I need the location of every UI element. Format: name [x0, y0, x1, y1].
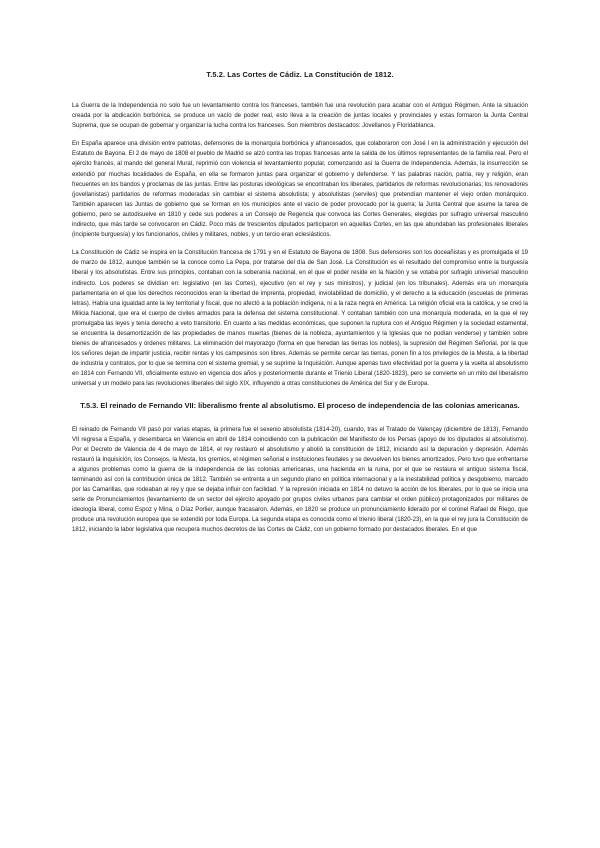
paragraph: La Constitución de Cádiz se inspira en la Constitución francesa de 1791 y en el Estatuto de Bayona de 1808. Sus defensores son los doceañistas y es promulgada el 19 de marzo de 1812, aunque también se la conoce como La Pepa, por tratarse del día de San José. La Constitución es el resultado del compromiso entre la burguesía liberal y los absolutistas. Entre sus principios, contaban con la soberanía nacional, en el que el poder reside en la Nación y se votaba por sufragio universal masculino indirecto. Los poderes se dividían en: legislativo (en las Cortes), ejecutivo (en el rey y sus ministros), y judicial (en los tribunales). Además era un monarquía parlamentaria en el que los derechos reconocidos eran la libertad de imprenta, propiedad, inviolabilidad de domicilio, y el derecho a la educación (escuelas de primeras letras). Había una igualdad ante la ley territorial y fiscal, que no afectó a la población indígena, ni a la raza negra en América. La religión oficial era la católica, y se creó la Milicia Nacional, que era el cuerpo de civiles armados para la defensa del sistema constitucional. Y contaban también con una monarquía moderada, en la que el rey promulgaba las leyes y tenía derecho a veto transitorio. En cuanto a las medidas económicas, que suponen la ruptura con el Antiguo Régimen y la sociedad estamental, se encuentra la desamortización de las propiedades de manos muertas (bienes de la nobleza, ayuntamientos y la Iglesias que no podían venderse) y también sobre bienes de afrancesados y órdenes militares. La eliminación del mayorazgo (forma en que heredan las tierras los nobles), la supresión del Régimen Señorial, por la que los señores dejan de impartir justicia, recibir rentas y los campesinos son libres. Además se permite cercar las tierras, ponen fin a los privilegios de la Mesta, a la libertad de industria y contratos, por lo que se termina con el sistema gremial, y se suprime la Inquisición. Aunque apenas tuvo efectividad por la guerra y la vuelta al absolutismo en 1814 con Fernando VII, oficialmente estuvo en vigencia dos años y posteriormente durante el Trienio Liberal (1820-1823), pero se convierte en un mito del liberalismo universal y un modelo para las revoluciones liberales del siglo XIX, influyendo a otras constituciones de América del Sur y de Europa. — [72, 250, 528, 388]
paragraph: El reinado de Fernando VII pasó por varias etapas, la primera fue el sexenio absolutista (1814-20), cuando, tras el Tratado de Valençay (diciembre de 1813), Fernando VII regresa a España, y desembarca en Valencia en abril de 1814 coincidiendo con la publicación del Manifiesto de los Persas (apoyo de los diputados al absolutismo). Por el Decreto de Valencia de 4 de mayo de 1814, el rey restauró el absolutismo y abolió la constitución de 1812, iniciando así la depuración y depresión. Además restauró la Inquisición, los Consejos, la Mesta, los gremios, el régimen señorial e instituciones feudales y se devuelven los bienes amortizados. Pero tuvo que enfrentarse a algunos problemas como la guerra de la independencia de las colonias americanas, una hacienda en la ruina, por el que se restaura el antiguo sistema fiscal, terminando así con la contribución única de 1812. También se entrenta a un segundo plano en política internacional y a la inestabilidad política y desgobierno, marcado por las Camarillas, que rodeaban al rey y que se dejaba influir con facilidad. Y la represión iniciada en 1814 no detuvo la acción de los liberales, por lo que se inicia una serie de Pronunciamientos (levantamiento de un sector del ejército apoyado por grupos civiles urbanos para cambiar el orden público) protagonizados por militares de ideología liberal, como Espoz y Mina, o Díaz Porlier, aunque fracasaron. Además, en 1820 se produce un pronunciamiento liderado por el coronel Rafael de Riego, que produce una revolución europea que se extendió por toda Europa. La segunda etapa es conocida como el trienio liberal (1820-23), en la que el rey jura la Constitución de 1812, iniciando la labor legislativa que recupera muchos decretos de las Cortes de Cádiz, con un gobierno formado por destacados liberales. En el que — [72, 426, 528, 534]
section-title-cortes-cadiz: T.5.2. Las Cortes de Cádiz. La Constitución de 1812. — [206, 70, 394, 79]
section-title-fernando-vii: T.5.3. El reinado de Fernando VII: liberalismo frente al absolutismo. El proceso de independencia de las colonias americanas. — [80, 400, 520, 410]
paragraph: En España aparece una división entre patriotas, defensores de la monarquía borbónica y afrancesados, que colaboraron con José I en la administración y ejecución del Estatuto de Bayona. El 2 de mayo de 1808 el pueblo de Madrid se alzó contra las tropas francesas ante la salida de los últimos representantes de la familia real. Pero el ejército francés, al mando del general Murat, reprimió con violencia el levantamiento popular, comenzando así la Guerra de Independencia. Además, la insurrección se extendió por muchas localidades de España, en ella se formaron juntas para organizar el gobierno y defenderse. Y las palabras nación, patria, rey y religión, eran frecuentes en los bandos y proclamas de las juntas. Entre las posturas ideológicas se encontraban los liberales, partidarios de reformas revolucionarias; los renovadores (jovellanistas) partidarios de reformas moderadas sin cambiar el sistema absolutista; y absolutistas (serviles) que pretendían mantener el viejo orden monárquico. También aparecen las Juntas de gobierno que se forman en los municipios ante el vacío de poder provocado por la guerra; la Junta Central que asume la tarea de gobierno, pero se autodisuelve en 1810 y cede sus poderes a un Consejo de Regencia que convoca las Cortes Generales, elegidas por sufragio universal masculino indirecto, que más tarde se convocaron en Cádiz. Poco más de trescientos diputados participaron en aquellas Cortes, en las que abundaban las profesionales liberales (incipiente burguesía) y los funcionarios, civiles y militares, nobles, y un tercio eran eclesiásticos. — [72, 141, 528, 239]
paragraph: La Guerra de la Independencia no solo fue un levantamiento contra los franceses, también fue una revolución para acabar con el Antiguo Régimen. Ante la situación creada por la abdicación borbónica, se produce un vacío de poder real, esto lleva a la creación de juntas locales y provinciales y estas formaron la Junta Central Suprema, que se ocupan de gobernar y organizar la lucha contra los franceses. Son miembros destacados: Jovellanos y Floridablanca. — [72, 103, 528, 130]
